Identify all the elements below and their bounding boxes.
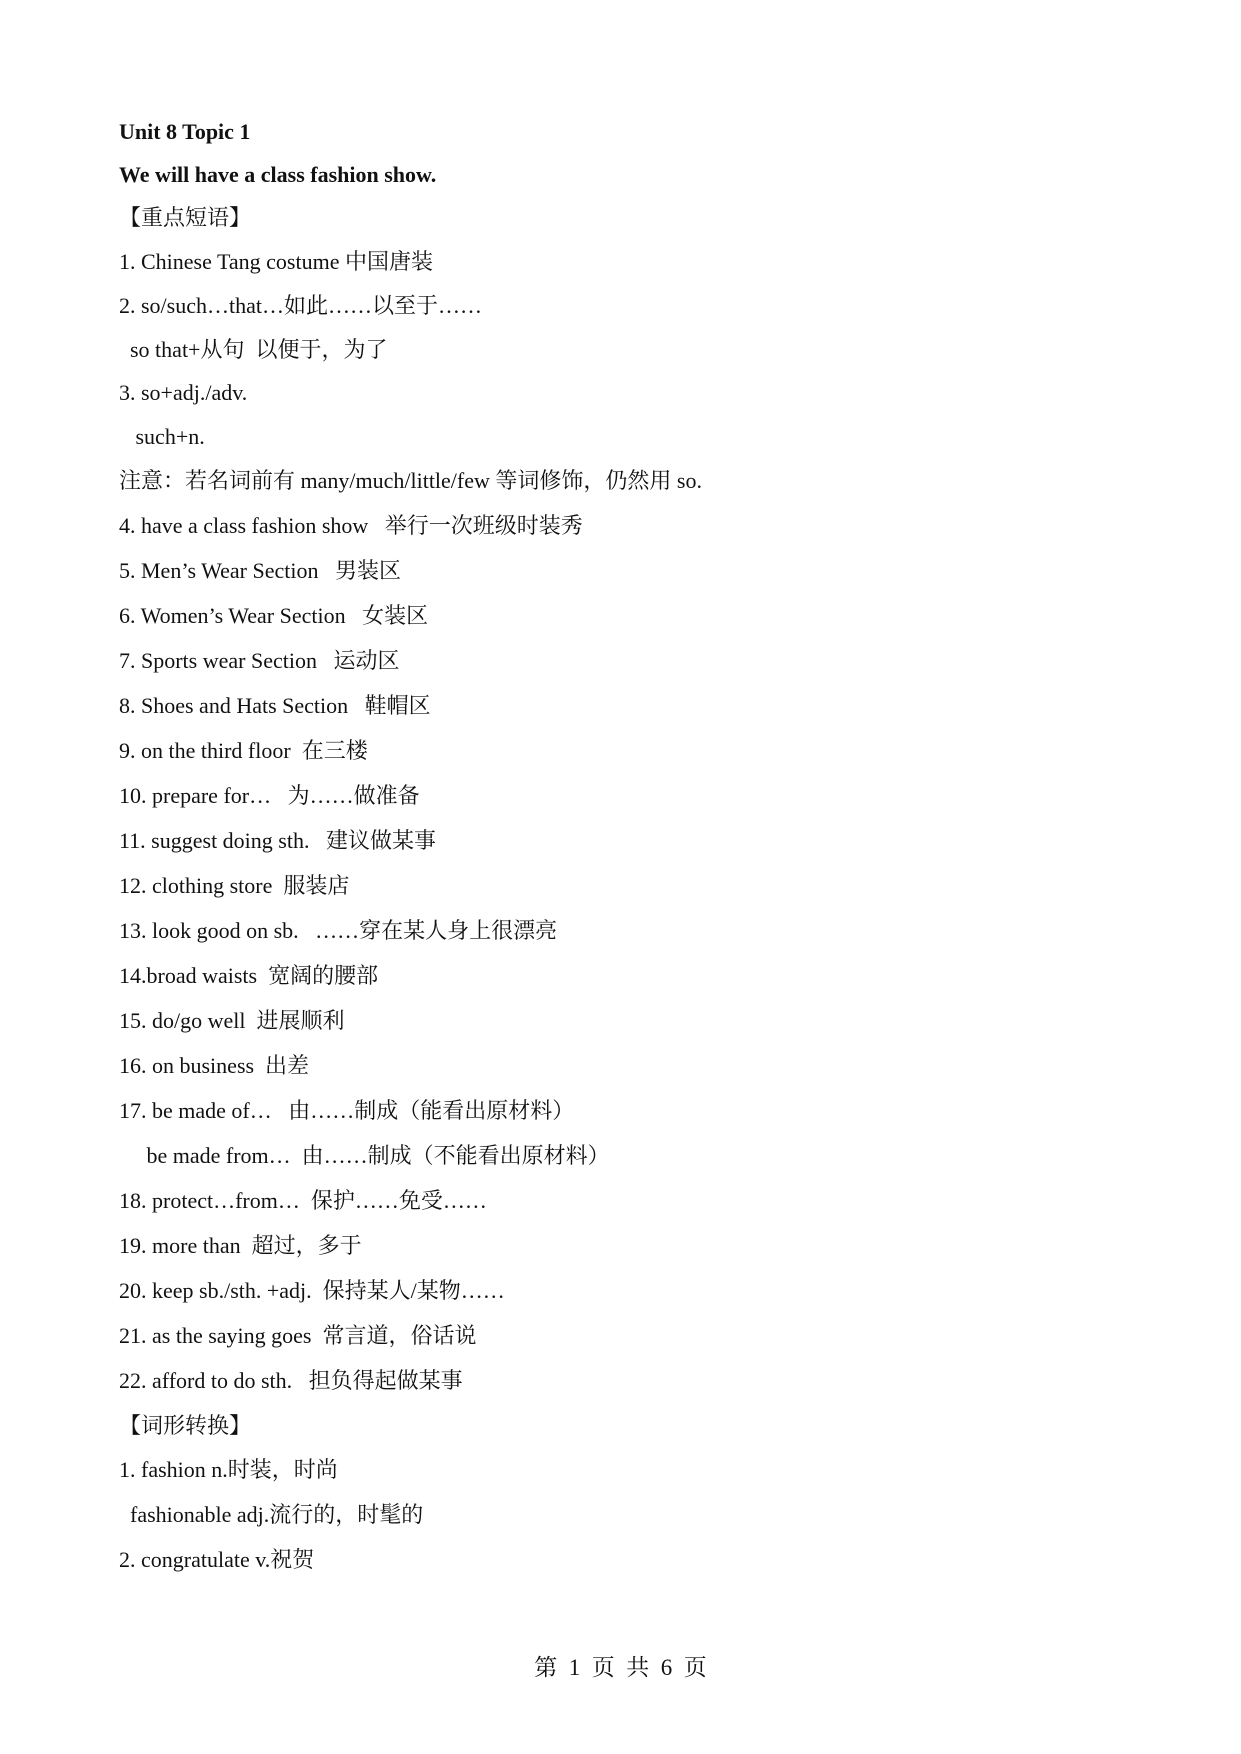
phrase-line: 4. have a class fashion show 举行一次班级时装秀	[119, 513, 583, 538]
phrase-line: 5. Men’s Wear Section 男装区	[119, 558, 401, 583]
phrase-line: 13. look good on sb. ……穿在某人身上很漂亮	[119, 918, 558, 943]
phrase-line: such+n.	[119, 424, 205, 449]
phrase-line: 22. afford to do sth. 担负得起做某事	[119, 1368, 463, 1393]
phrase-line: 8. Shoes and Hats Section 鞋帽区	[119, 693, 431, 718]
phrase-line: 9. on the third floor 在三楼	[119, 738, 368, 763]
word-form-line: fashionable adj.流行的，时髦的	[119, 1502, 424, 1527]
phrase-line: 3. so+adj./adv.	[119, 380, 248, 405]
section-heading-phrases: 【重点短语】	[119, 205, 252, 230]
phrase-line: 21. as the saying goes 常言道，俗话说	[119, 1323, 477, 1348]
phrase-line: 2. so/such…that…如此……以至于……	[119, 293, 482, 318]
phrase-line: so that+从句 以便于，为了	[119, 337, 388, 362]
word-form-line: 1. fashion n.时装，时尚	[119, 1457, 338, 1482]
phrase-line: 18. protect…from… 保护……免受……	[119, 1188, 487, 1213]
phrase-line: 1. Chinese Tang costume 中国唐装	[119, 249, 433, 274]
phrase-line: 15. do/go well 进展顺利	[119, 1008, 345, 1033]
phrase-line: 12. clothing store 服装店	[119, 873, 350, 898]
word-form-line: 2. congratulate v.祝贺	[119, 1547, 315, 1572]
phrase-line: 11. suggest doing sth. 建议做某事	[119, 828, 436, 853]
phrase-line: be made from… 由……制成（不能看出原材料）	[119, 1143, 610, 1168]
note-line: 注意：若名词前有 many/much/little/few 等词修饰，仍然用 so.	[119, 468, 702, 493]
phrase-line: 20. keep sb./sth. +adj. 保持某人/某物……	[119, 1278, 505, 1303]
phrase-line: 16. on business 出差	[119, 1053, 310, 1078]
phrase-line: 6. Women’s Wear Section 女装区	[119, 603, 429, 628]
phrase-line: 19. more than 超过，多于	[119, 1233, 362, 1258]
page-footer: 第 1 页 共 6 页	[534, 1655, 707, 1680]
phrase-line: 7. Sports wear Section 运动区	[119, 648, 400, 673]
document-title: Unit 8 Topic 1	[119, 119, 251, 144]
document-subtitle: We will have a class fashion show.	[119, 162, 437, 187]
section-heading-word-forms: 【词形转换】	[119, 1413, 252, 1438]
phrase-line: 14.broad waists 宽阔的腰部	[119, 963, 379, 988]
phrase-line: 17. be made of… 由……制成（能看出原材料）	[119, 1098, 575, 1123]
phrase-line: 10. prepare for… 为……做准备	[119, 783, 420, 808]
